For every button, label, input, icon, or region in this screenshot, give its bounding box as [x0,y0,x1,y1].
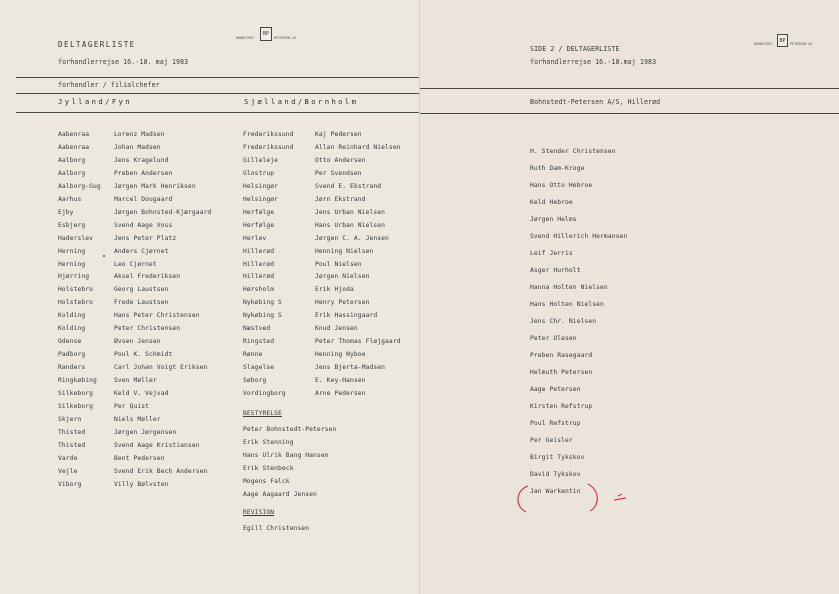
document-title: DELTAGERLISTE [58,40,136,49]
participant-name: Hans Urban Nielsen [315,221,386,229]
company-name: Bohnstedt-Petersen A/S, Hillerød [530,98,661,106]
participant-name: Leo Cjørnet [114,260,157,268]
participant-city: Hillerød [243,260,275,268]
participant-name: Henry Petersen [315,299,370,307]
participant-name: Sven Møller [114,377,157,385]
staff-member: Leif Jerris [530,250,573,257]
participant-name: Arne Pedersen [315,390,366,397]
participant-name: Georg Laustsen [114,286,169,294]
staff-member: Asger Hurholt [530,267,581,274]
board-member: Mogens Falck [243,478,290,485]
board-member: Erik Stenning [243,439,294,446]
participant-name: Lorenz Madsen [114,131,165,138]
participant-name: Erik Hjoda [315,286,354,294]
participant-name: Jørgen Jørgensen [114,428,177,436]
participant-city: Rønne [243,351,263,359]
participant-name: Peter Christensen [114,325,181,333]
staff-member: Jan Warkentin [530,488,581,495]
staff-member: Svend Hillerich Hermansen [530,233,628,240]
participant-name: Knud Jensen [315,325,358,333]
participant-name: Erik Hassingaard [315,312,378,320]
participant-city: Haderslev [58,234,94,242]
participant-city: Ejby [58,208,74,216]
participant-name: E. Key-Hansen [315,377,366,385]
participant-name: Jørgen C. A. Jensen [315,234,389,242]
participant-city: Thisted [58,441,86,449]
revision-heading: REVISION [243,509,275,516]
divider [16,93,420,94]
participant-city: Søborg [243,377,267,385]
staff-member: Keld Hebroe [530,199,573,206]
participant-city: Aalborg [58,169,86,177]
participant-name: Kaj Pedersen [315,131,362,138]
participant-city: Glostrup [243,169,275,177]
participant-city: Næstved [243,325,271,333]
participant-name: Carl Johan Voigt Eriksen [114,364,208,372]
participant-name: Bent Pedersen [114,454,165,462]
participant-city: Herfølge [243,221,275,229]
board-heading: BESTYRELSE [243,410,282,417]
staff-member: Kirsten Refstrup [530,403,593,410]
board-member: Hans Ulrik Bang Hansen [243,452,329,459]
participant-name: Jørgen Nielsen [315,273,370,281]
category-label: forhandler / filialchefer [58,81,160,89]
staff-member: David Tykskov [530,471,581,478]
bp-logo-icon: BP [777,34,788,47]
staff-member: Hans Otto Hebroe [530,182,593,189]
participant-name: Øvsen Jensen [114,338,161,346]
staff-member: Ruth Dam-Kroge [530,165,585,172]
participant-city: Slagelse [243,364,275,372]
participant-name: Svend Aage Kristiansen [114,441,200,449]
participant-city: Herlev [243,234,267,242]
trip-subtitle: forhandlerrejse 16.-18.maj 1983 [530,58,657,66]
board-member: Aage Aagaard Jensen [243,491,317,498]
participant-name: Jens Urban Nielsen [315,208,386,216]
participant-city: Hørsholm [243,286,275,294]
participant-name: Allan Reinhard Nielsen [315,143,401,151]
participant-city: Holstebro [58,299,94,307]
participant-city: Ringsted [243,338,275,346]
participant-city: Holstebro [58,286,94,294]
page-label: SIDE 2 / DELTAGERLISTE [530,45,620,53]
participant-name: Preben Andersen [114,169,173,177]
divider [420,88,839,89]
staff-member: Per Geisler [530,437,573,444]
participant-name: Jørgen Mark Henriksen [114,182,196,190]
participant-city: Aalborg-Gug [58,182,101,190]
participant-city: Hjørring [58,273,90,281]
staff-member: Birgit Tykskov [530,454,585,461]
participant-city: Hillerød [243,247,275,255]
participant-name: Jens Bjerta-Madsen [315,364,386,372]
participant-city: Randers [58,364,86,372]
participant-city: Silkeborg [58,402,94,410]
participant-city: Nykøbing S [243,299,282,307]
participant-city: Kolding [58,325,86,333]
staff-member: Preben Rasegaard [530,352,593,359]
divider [16,112,420,113]
participant-name: Peter Thomas Fløjgaard [315,338,401,346]
participant-city: Varde [58,454,78,462]
participant-name: Hans Peter Christensen [114,312,200,320]
staff-member: Peter Olesen [530,335,577,342]
participant-name: Jørn Ekstrand [315,195,366,203]
participant-name: Johan Madsen [114,143,161,151]
participant-name: Anders Cjørnet [114,247,169,255]
participant-name: Frede Laustsen [114,299,169,307]
participant-city: Helsingør [243,182,279,190]
participant-city: Herning [58,247,86,255]
staff-member: Aage Petersen [530,386,581,393]
participant-city: Silkeborg [58,390,94,397]
region-jylland-fyn: Jylland/Fyn [58,97,132,106]
divider [16,77,420,78]
participant-name: Svend Aage Voss [114,221,173,229]
participant-name: Poul K. Schmidt [114,351,173,359]
participant-city: Kolding [58,312,86,320]
participant-city: Aalborg [58,156,86,164]
staff-member: Poul Refstrup [530,420,581,427]
participant-name: Aksel Frederiksen [114,273,181,281]
right-page [420,0,839,594]
participant-name: Villy Bølvsten [114,480,169,488]
participant-city: Frederikssund [243,143,294,151]
divider [420,113,839,114]
participant-name: Per Svendsen [315,169,362,177]
participant-name: Svend Erik Bech Andersen [114,467,208,475]
staff-member: Hans Holten Nielsen [530,301,604,308]
region-sjaelland-bornholm: Sjælland/Bornholm [244,97,359,106]
participant-city: Odense [58,338,82,346]
participant-city: Aarhus [58,195,82,203]
participant-name: Jens Kragelund [114,156,169,164]
participant-city: Frederikssund [243,131,294,138]
participant-city: Aabenraa [58,143,90,151]
participant-city: Thisted [58,428,86,436]
participant-city: Ringkøbing [58,377,97,385]
participant-city: Padborg [58,351,86,359]
participant-name: Per Quist [114,402,150,410]
participant-name: Niels Møller [114,415,161,423]
participant-city: Gilleleje [243,156,279,164]
bullet-icon [103,255,105,257]
staff-member: Helmuth Petersen [530,369,593,376]
board-member: Erik Stenbeck [243,465,294,472]
staff-member: Hanna Holten Nielsen [530,284,608,291]
participant-name: Svend E. Ekstrand [315,182,382,190]
participant-city: Hillerød [243,273,275,281]
participant-city: Vordingborg [243,390,286,397]
participant-name: Poul Nielsen [315,260,362,268]
participant-name: Jens Peter Platz [114,234,177,242]
revision-member: Egill Christensen [243,525,310,532]
participant-name: Henning Nyboe [315,351,366,359]
company-logo: BOHNSTEDT BP PETERSEN AS [754,32,839,52]
board-member: Peter Bohnstedt-Petersen [243,426,337,433]
staff-member: Jørgen Helms [530,216,577,223]
participant-name: Henning Nielsen [315,247,374,255]
participant-city: Skjern [58,415,82,423]
participant-name: Keld V. Vejvad [114,390,169,397]
participant-name: Otto Andersen [315,156,366,164]
participant-city: Esbjerg [58,221,86,229]
participant-city: Herfølge [243,208,275,216]
participant-city: Nykøbing S [243,312,282,320]
participant-city: Vejle [58,467,78,475]
handwritten-annotation [510,476,640,518]
participant-name: Jørgen Bohnsted-Kjærgaard [114,208,212,216]
company-logo: BOHNSTEDT BP PETERSEN AS [236,24,426,54]
trip-subtitle: forhandlerrejse 16.-18. maj 1983 [58,58,189,66]
participant-city: Helsingør [243,195,279,203]
participant-city: Viborg [58,480,82,488]
participant-city: Herning [58,260,86,268]
staff-member: H. Stender Christensen [530,148,616,155]
bp-logo-icon: BP [260,27,272,41]
participant-city: Aabenraa [58,131,90,138]
staff-member: Jens Chr. Nielsen [530,318,597,325]
participant-name: Marcel Dougaard [114,195,173,203]
